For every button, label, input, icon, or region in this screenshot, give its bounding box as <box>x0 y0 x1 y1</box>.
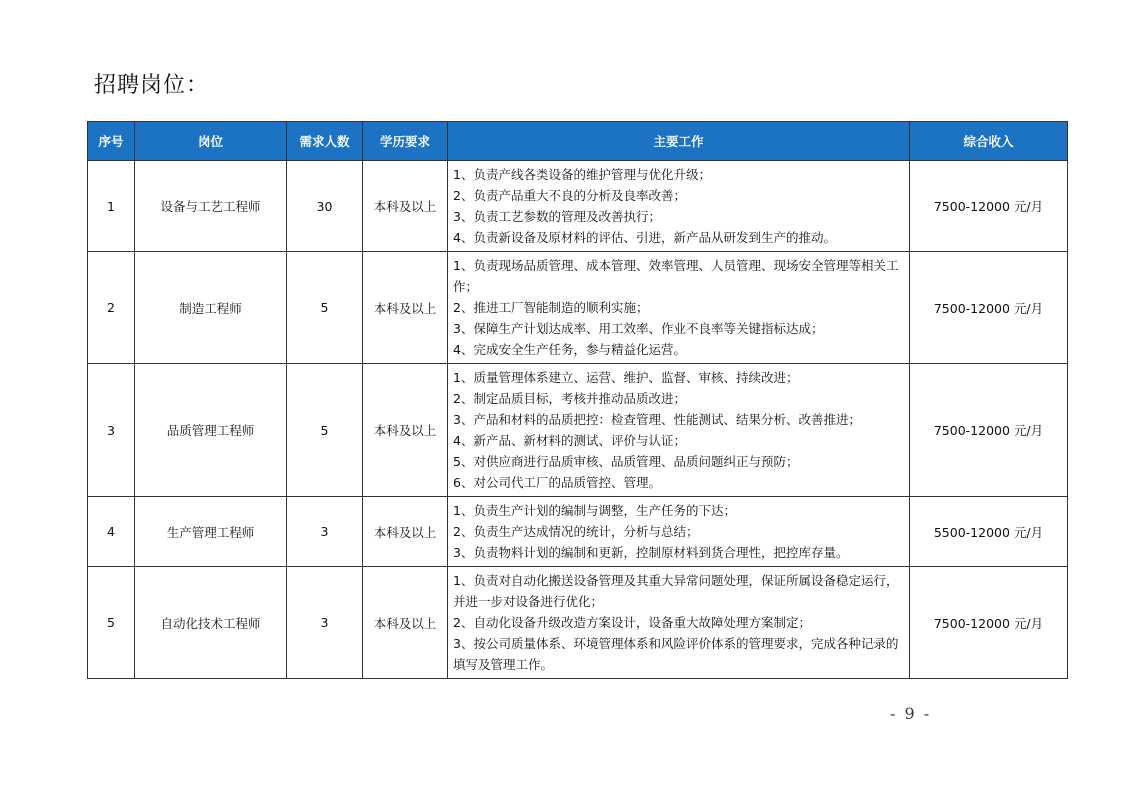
row-salary: 7500-12000 元/月 <box>910 567 1068 679</box>
duty-item: 1、负责产线各类设备的维护管理与优化升级； <box>453 167 711 182</box>
page-title: 招聘岗位： <box>94 73 210 98</box>
row-salary: 7500-12000 元/月 <box>910 252 1068 364</box>
row-index: 4 <box>88 497 135 567</box>
header-duties: 主要工作 <box>448 122 910 161</box>
duty-item: 3、负责物料计划的编制和更新，控制原材料到货合理性，把控库存量。 <box>453 545 849 560</box>
header-position: 岗位 <box>135 122 287 161</box>
duty-item: 1、质量管理体系建立、运营、维护、监督、审核、持续改进； <box>453 370 799 385</box>
row-duties <box>448 364 910 497</box>
row-index: 1 <box>88 161 135 252</box>
duty-item: 3、产品和材料的品质把控：检查管理、性能测试、结果分析、改善推进； <box>453 412 861 427</box>
duty-item: 2、负责生产达成情况的统计，分析与总结； <box>453 524 699 539</box>
row-position: 制造工程师 <box>135 252 287 364</box>
duty-item: 3、按公司质量体系、环境管理体系和风险评价体系的管理要求，完成各种记录的填写及管理工作。 <box>453 636 899 672</box>
row-position: 自动化技术工程师 <box>135 567 287 679</box>
table-row <box>88 497 1068 567</box>
duty-item: 3、保障生产计划达成率、用工效率、作业不良率等关键指标达成； <box>453 321 824 336</box>
row-education: 本科及以上 <box>363 161 448 252</box>
row-headcount: 30 <box>287 161 363 252</box>
row-index: 5 <box>88 567 135 679</box>
page-number: - 9 - <box>890 704 932 723</box>
duty-item: 6、对公司代工厂的品质管控、管理。 <box>453 475 661 490</box>
row-duties <box>448 497 910 567</box>
row-headcount: 5 <box>287 364 363 497</box>
row-duties <box>448 252 910 364</box>
row-education: 本科及以上 <box>363 567 448 679</box>
row-education: 本科及以上 <box>363 252 448 364</box>
row-duties <box>448 161 910 252</box>
row-headcount: 3 <box>287 567 363 679</box>
duty-item: 5、对供应商进行品质审核、品质管理、品质问题纠正与预防； <box>453 454 799 469</box>
row-salary: 7500-12000 元/月 <box>910 364 1068 497</box>
row-headcount: 3 <box>287 497 363 567</box>
table-row <box>88 567 1068 679</box>
recruitment-table <box>87 121 1068 679</box>
table-header-row <box>88 122 1068 161</box>
duty-item: 2、推进工厂智能制造的顺利实施； <box>453 300 649 315</box>
duty-item: 4、负责新设备及原材料的评估、引进，新产品从研发到生产的推动。 <box>453 230 836 245</box>
row-position: 生产管理工程师 <box>135 497 287 567</box>
row-education: 本科及以上 <box>363 497 448 567</box>
duty-item: 2、制定品质目标，考核并推动品质改进； <box>453 391 686 406</box>
row-index: 2 <box>88 252 135 364</box>
row-salary: 5500-12000 元/月 <box>910 497 1068 567</box>
row-index: 3 <box>88 364 135 497</box>
header-index: 序号 <box>88 122 135 161</box>
duty-item: 2、负责产品重大不良的分析及良率改善； <box>453 188 686 203</box>
row-position: 设备与工艺工程师 <box>135 161 287 252</box>
header-education: 学历要求 <box>363 122 448 161</box>
duty-item: 3、负责工艺参数的管理及改善执行； <box>453 209 661 224</box>
row-duties <box>448 567 910 679</box>
row-headcount: 5 <box>287 252 363 364</box>
table-row <box>88 252 1068 364</box>
duty-item: 4、完成安全生产任务，参与精益化运营。 <box>453 342 686 357</box>
row-education: 本科及以上 <box>363 364 448 497</box>
table-row <box>88 364 1068 497</box>
row-salary: 7500-12000 元/月 <box>910 161 1068 252</box>
row-position: 品质管理工程师 <box>135 364 287 497</box>
duty-item: 1、负责对自动化搬送设备管理及其重大异常问题处理，保证所属设备稳定运行，并进一步对设备进行优化； <box>453 573 899 609</box>
duty-item: 2、自动化设备升级改造方案设计，设备重大故障处理方案制定； <box>453 615 811 630</box>
duty-item: 4、新产品、新材料的测试、评价与认证； <box>453 433 686 448</box>
table-row <box>88 161 1068 252</box>
header-salary: 综合收入 <box>910 122 1068 161</box>
duty-item: 1、负责现场品质管理、成本管理、效率管理、人员管理、现场安全管理等相关工作； <box>453 258 899 294</box>
header-headcount: 需求人数 <box>287 122 363 161</box>
duty-item: 1、负责生产计划的编制与调整，生产任务的下达； <box>453 503 736 518</box>
